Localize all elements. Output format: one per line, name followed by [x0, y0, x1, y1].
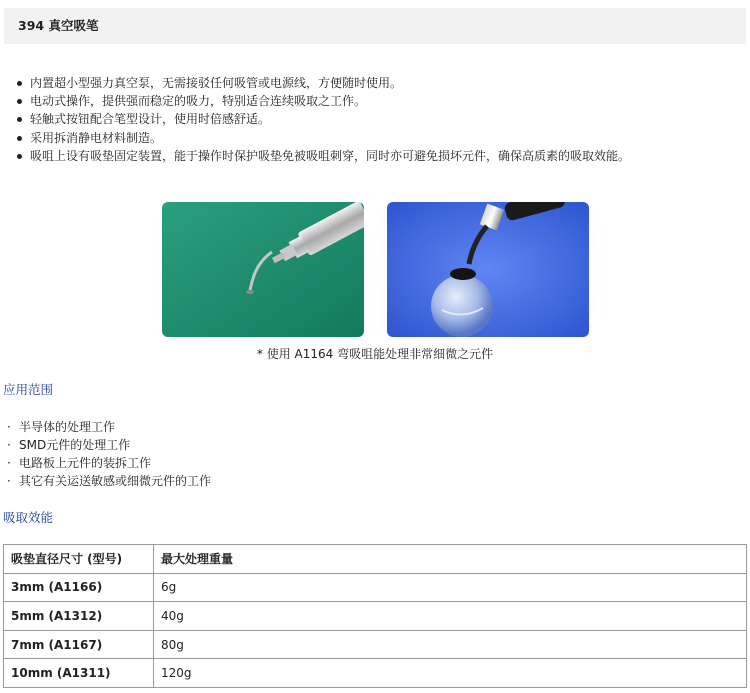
column-header: 最大处理重量	[154, 545, 747, 574]
feature-item: 电动式操作，提供强而稳定的吸力，特别适合连续吸取之工作。	[14, 92, 739, 110]
application-item: · 半导体的处理工作	[7, 420, 116, 434]
applications-heading: 应用范围	[3, 382, 54, 397]
table-cell-model: 10mm (A1311)	[4, 659, 154, 688]
feature-item: 轻触式按钮配合笔型设计，使用时倍感舒适。	[14, 110, 739, 128]
feature-item: 内置超小型强力真空泵，无需接驳任何吸管或电源线，方便随时使用。	[14, 74, 739, 92]
applications-list	[7, 418, 211, 490]
application-item: · 其它有关运送敏感或细微元件的工作	[7, 474, 212, 488]
performance-heading: 吸取效能	[3, 510, 54, 525]
product-photo-bent-nozzle	[162, 202, 364, 337]
table-row	[4, 602, 747, 631]
application-item: · SMD元件的处理工作	[7, 438, 131, 452]
table-cell-model: 3mm (A1166)	[4, 573, 154, 602]
table-row	[4, 573, 747, 602]
table-header-row	[4, 545, 747, 574]
table-cell-model: 5mm (A1312)	[4, 602, 154, 631]
table-row	[4, 630, 747, 659]
table-row	[4, 659, 747, 688]
column-header: 吸垫直径尺寸 (型号)	[4, 545, 154, 574]
feature-item: 吸咀上设有吸垫固定装置，能于操作时保护吸垫免被吸咀刺穿，同时亦可避免损坏元件，确保高质素的吸取效能。	[14, 147, 739, 165]
bullet-dot: ·	[7, 420, 11, 434]
product-photo-glass-sphere	[387, 202, 589, 337]
image-caption: * 使用 A1164 弯吸咀能处理非常细微之元件	[256, 347, 494, 361]
page-title-bar	[4, 8, 746, 44]
table-cell-weight: 6g	[154, 573, 747, 602]
application-item: · 电路板上元件的装拆工作	[7, 456, 152, 470]
feature-item: 采用拆消静电材料制造。	[14, 129, 739, 147]
table-cell-model: 7mm (A1167)	[4, 630, 154, 659]
page-title: 394 真空吸笔	[18, 18, 99, 33]
performance-table	[3, 544, 747, 688]
table-cell-weight: 80g	[154, 630, 747, 659]
bullet-dot: ·	[7, 438, 11, 452]
bullet-dot: ·	[7, 474, 11, 488]
table-cell-weight: 120g	[154, 659, 747, 688]
bullet-dot: ·	[7, 456, 11, 470]
table-cell-weight: 40g	[154, 602, 747, 631]
feature-list	[14, 74, 739, 165]
